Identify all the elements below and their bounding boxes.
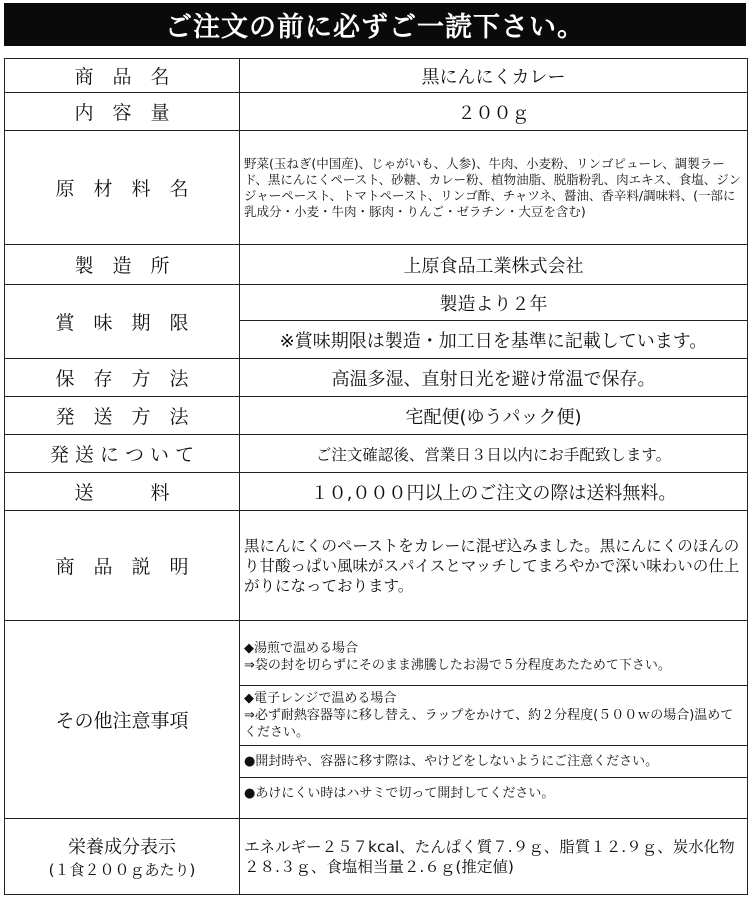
name-value: 黒にんにくカレー (240, 59, 748, 93)
list-item (240, 686, 747, 746)
table-row (5, 435, 748, 473)
desc-value: 黒にんにくのペーストをカレーに混ぜ込みました。黒にんにくのほんのり甘酸っぱい風味がスパイスとマッチしてまろやかで深い味わいの仕上がりになっております。 (240, 511, 748, 621)
nutrition-value: エネルギー２５７kcal、たんぱく質７.９ｇ、脂質１２.９ｇ、炭水化物２８.３ｇ、食塩相当量２.６ｇ(推定値) (240, 819, 748, 895)
table-row (5, 285, 748, 321)
expiry-value: 製造より２年 (240, 285, 748, 321)
product-info-table (4, 58, 748, 895)
fee-label: 送 料 (5, 473, 240, 511)
notes-cell (240, 621, 748, 819)
shipping-value: 宅配便(ゆうパック便) (240, 397, 748, 435)
expiry-note: ※賞味期限は製造・加工日を基準に記載しています。 (240, 321, 748, 359)
list-item (240, 746, 747, 778)
note-scissors: ●あけにくい時はハサミで切って開封してください。 (240, 778, 747, 810)
table-row (5, 359, 748, 397)
about-value: ご注文確認後、営業日３日以内にお手配致します。 (240, 435, 748, 473)
table-row (5, 819, 748, 895)
shipping-label: 発 送 方 法 (5, 397, 240, 435)
table-row (5, 93, 748, 131)
table-row (5, 131, 748, 245)
volume-value: ２００ｇ (240, 93, 748, 131)
storage-label: 保 存 方 法 (5, 359, 240, 397)
notice-banner: ご注文の前に必ずご一読下さい。 (4, 3, 746, 46)
note-burn-caution: ●開封時や、容器に移す際は、やけどをしないようにご注意ください。 (240, 746, 747, 778)
ingredients-label: 原 材 料 名 (5, 131, 240, 245)
note-microwave: ◆電子レンジで温める場合 ⇒必ず耐熱容器等に移し替え、ラップをかけて、約２分程度(５００ｗの場合)温めてください。 (240, 686, 747, 746)
table-row (5, 473, 748, 511)
maker-label: 製 造 所 (5, 245, 240, 285)
volume-label: 内 容 量 (5, 93, 240, 131)
expiry-label: 賞 味 期 限 (5, 285, 240, 359)
fee-value: １０,０００円以上のご注文の際は送料無料。 (240, 473, 748, 511)
desc-label: 商 品 説 明 (5, 511, 240, 621)
list-item (240, 630, 747, 686)
nutrition-label: 栄養成分表示 (68, 837, 176, 858)
nutrition-sub: (１食２００ｇあたり) (48, 861, 196, 879)
table-row (5, 59, 748, 93)
storage-value: 高温多湿、直射日光を避け常温で保存。 (240, 359, 748, 397)
notes-label: その他注意事項 (5, 621, 240, 819)
table-row (5, 621, 748, 819)
ingredients-value: 野菜(玉ねぎ(中国産)、じゃがいも、人参)、牛肉、小麦粉、リンゴピューレ、調製ラード、黒にんにくペースト、砂糖、カレー粉、植物油脂、脱脂粉乳、肉エキス、食塩、ジンジャーペースト、トマトペースト、リンゴ酢、チャツネ、醤油、香辛料/調味料、(一部に乳成分・小麦・牛肉・豚肉・りんご・ゼラチン・大豆を含む) (240, 131, 748, 245)
note-hot-water: ◆湯煎で温める場合 ⇒袋の封を切らずにそのまま沸騰したお湯で５分程度あたためて下さい。 (240, 630, 747, 686)
table-row (5, 511, 748, 621)
table-row (5, 245, 748, 285)
nutrition-label-cell (5, 819, 240, 895)
maker-value: 上原食品工業株式会社 (240, 245, 748, 285)
name-label: 商 品 名 (5, 59, 240, 93)
notes-table (240, 630, 747, 810)
about-label: 発 送 に つ い て (5, 435, 240, 473)
list-item (240, 778, 747, 810)
table-row (5, 397, 748, 435)
